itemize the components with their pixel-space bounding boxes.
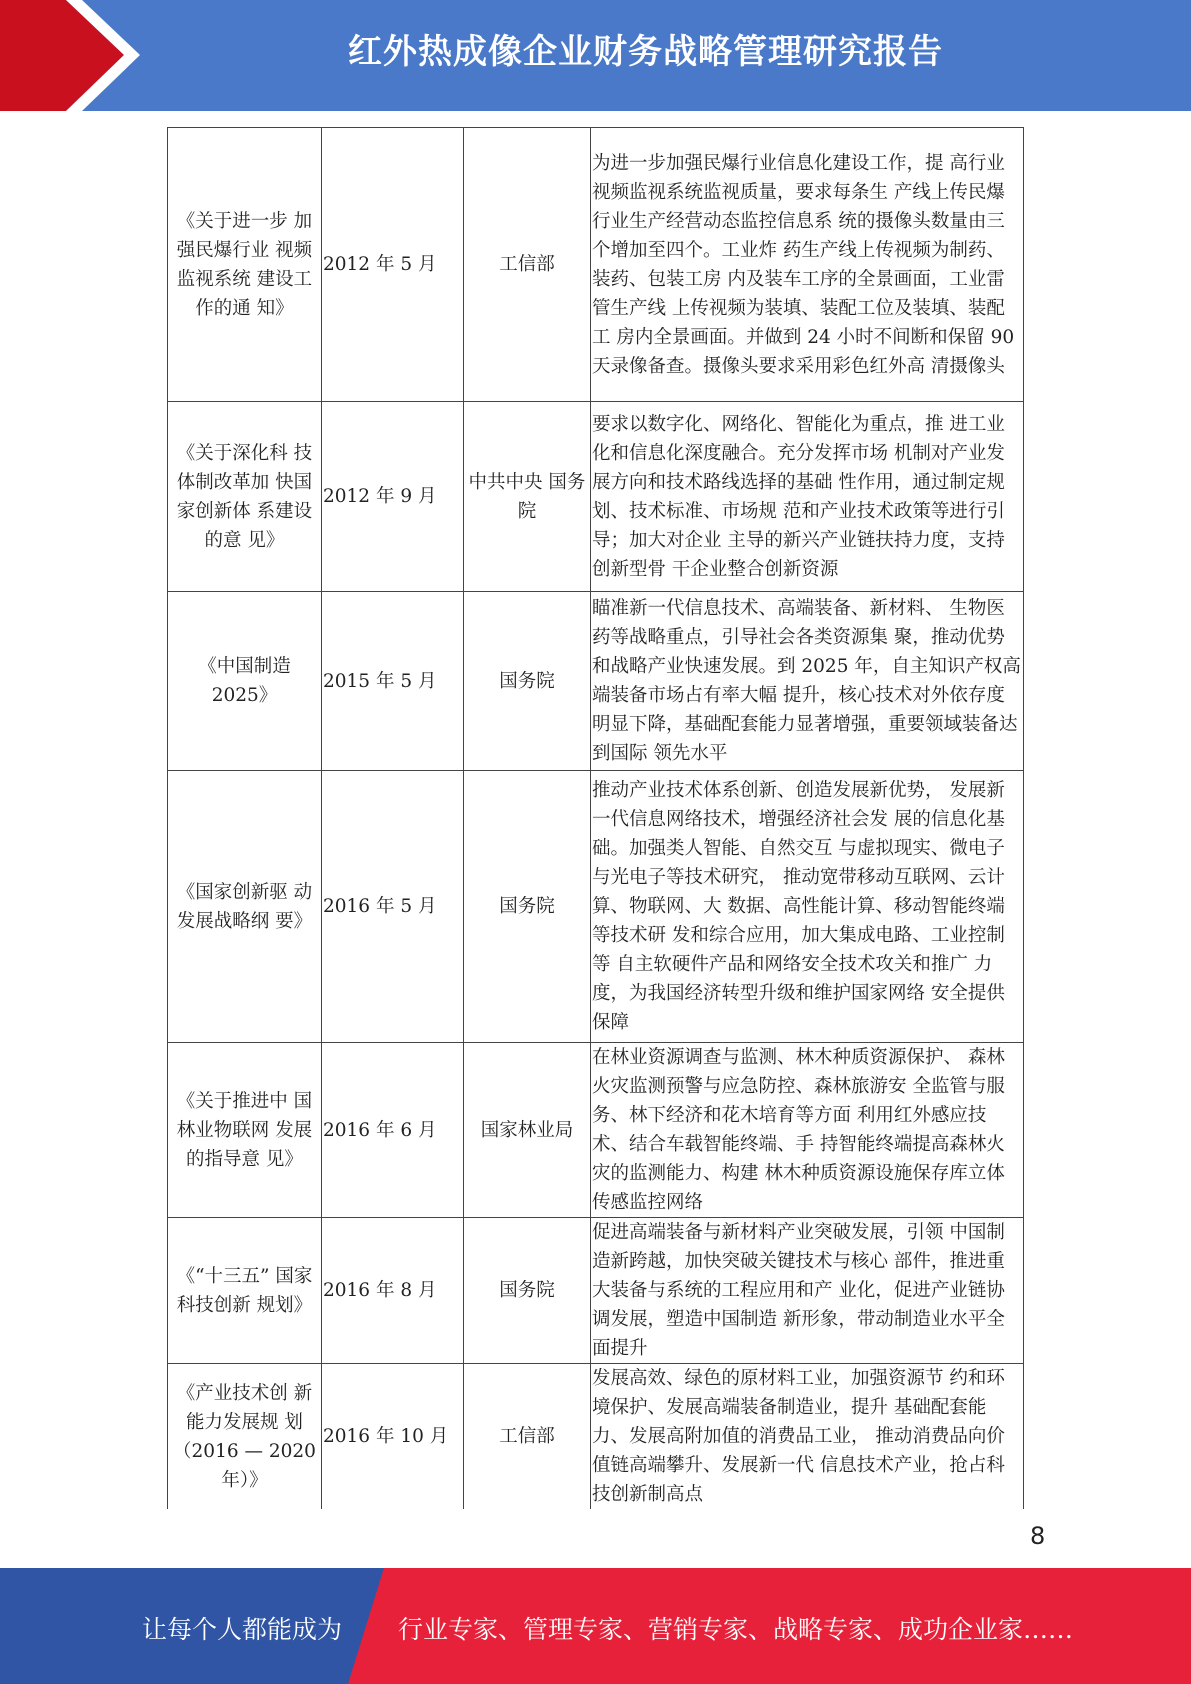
policy-table-body <box>168 128 1024 1510</box>
policy-desc-cell: 推动产业技术体系创新、创造发展新优势， 发展新一代信息网络技术，增强经济社会发 展的信息化基础。加强类人智能、自然交互 与虚拟现实、微电子与光电子等技术研究， 推动宽带移动互联网、云计算、物联网、大 数据、高性能计算、移动智能终端等技术研 发和综合应用，加大集成电路、工业控制等 自主软硬件产品和网络安全技术攻关和推广 力度，为我国经济转型升级和维护国家网络 安全提供保障 <box>591 771 1024 1043</box>
policy-name-cell: 《关于进一步 加强民爆行业 视频监视系统 建设工作的通 知》 <box>168 128 322 402</box>
policy-dept-cell: 国务院 <box>464 771 591 1043</box>
policy-date-cell: 2016 年 6 月 <box>322 1043 464 1218</box>
policy-desc-cell: 要求以数字化、网络化、智能化为重点，推 进工业化和信息化深度融合。充分发挥市场 机制对产业发展方向和技术路线选择的基础 性作用，通过制定规划、技术标准、市场规 范和产业技术政策等进行引导；加大对企业 主导的新兴产业链扶持力度，支持创新型骨 干企业整合创新资源 <box>591 402 1024 592</box>
policy-desc-cell: 瞄准新一代信息技术、高端装备、新材料、 生物医药等战略重点，引导社会各类资源集 聚，推动优势和战略产业快速发展。到 2025 年，自主知识产权高端装备市场占有率大幅 提升，核心技术对外依存度明显下降，基础配套能力显著增强，重要领域装备达到国际 领先水平 <box>591 592 1024 771</box>
table-row <box>168 1218 1024 1364</box>
policy-date-cell: 2012 年 5 月 <box>322 128 464 402</box>
page-header <box>0 0 1191 111</box>
policy-name-cell: 《“十三五” 国家科技创新 规划》 <box>168 1218 322 1364</box>
policy-dept-cell: 国务院 <box>464 592 591 771</box>
table-row <box>168 1043 1024 1218</box>
policy-dept-cell: 工信部 <box>464 1364 591 1510</box>
policy-name-cell: 《关于深化科 技体制改革加 快国家创新体 系建设的意 见》 <box>168 402 322 592</box>
table-row <box>168 1364 1024 1510</box>
policy-name-cell: 《中国制造 2025》 <box>168 592 322 771</box>
policy-dept-cell: 国务院 <box>464 1218 591 1364</box>
policy-date-cell: 2016 年 5 月 <box>322 771 464 1043</box>
policy-desc-cell: 在林业资源调查与监测、林木种质资源保护、 森林火灾监测预警与应急防控、森林旅游安 全监管与服务、林下经济和花木培育等方面 利用红外感应技术、结合车载智能终端、手 持智能终端提高森林火灾的监测能力、构建 林木种质资源设施保存库立体传感监控网络 <box>591 1043 1024 1218</box>
policy-name-cell: 《关于推进中 国林业物联网 发展的指导意 见》 <box>168 1043 322 1218</box>
policy-desc-cell: 发展高效、绿色的原材料工业，加强资源节 约和环境保护、发展高端装备制造业，提升 基础配套能力、发展高附加值的消费品工业， 推动消费品向价值链高端攀升、发展新一代 信息技术产业，抢占科技创新制高点 <box>591 1364 1024 1510</box>
page-footer <box>0 1568 1191 1684</box>
policy-dept-cell: 中共中央 国务院 <box>464 402 591 592</box>
table-row <box>168 592 1024 771</box>
policy-table-container <box>167 127 1024 1509</box>
header-chevron-decoration <box>0 0 160 111</box>
policy-name-cell: 《国家创新驱 动发展战略纲 要》 <box>168 771 322 1043</box>
footer-slogan-left: 让每个人都能成为 <box>142 1615 343 1644</box>
policy-date-cell: 2012 年 9 月 <box>322 402 464 592</box>
policy-name-cell: 《产业技术创 新能力发展规 划（2016 — 2020 年）》 <box>168 1364 322 1510</box>
policy-dept-cell: 国家林业局 <box>464 1043 591 1218</box>
policy-desc-cell: 促进高端装备与新材料产业突破发展，引领 中国制造新跨越，加快突破关键技术与核心 部件，推进重大装备与系统的工程应用和产 业化，促进产业链协调发展，塑造中国制造 新形象，带动制造业水平全面提升 <box>591 1218 1024 1364</box>
page-number: 8 <box>1030 1522 1046 1550</box>
policy-desc-cell: 为进一步加强民爆行业信息化建设工作，提 高行业视频监视系统监视质量，要求每条生 产线上传民爆行业生产经营动态监控信息系 统的摄像头数量由三个增加至四个。工业炸 药生产线上传视频为制药、装药、包装工房 内及装车工序的全景画面，工业雷管生产线 上传视频为装填、装配工位及装填、装配工 房内全景画面。并做到 24 小时不间断和保留 90 天录像备查。摄像头要求采用彩色红外高 清摄像头 <box>591 128 1024 402</box>
policy-date-cell: 2016 年 10 月 <box>322 1364 464 1510</box>
footer-slogan-right: 行业专家、管理专家、营销专家、战略专家、成功企业家…… <box>398 1615 1074 1644</box>
table-row <box>168 771 1024 1043</box>
policy-date-cell: 2016 年 8 月 <box>322 1218 464 1364</box>
table-row <box>168 402 1024 592</box>
table-row <box>168 128 1024 402</box>
policy-table <box>167 127 1024 1509</box>
policy-date-cell: 2015 年 5 月 <box>322 592 464 771</box>
report-title: 红外热成像企业财务战略管理研究报告 <box>348 32 943 72</box>
policy-dept-cell: 工信部 <box>464 128 591 402</box>
